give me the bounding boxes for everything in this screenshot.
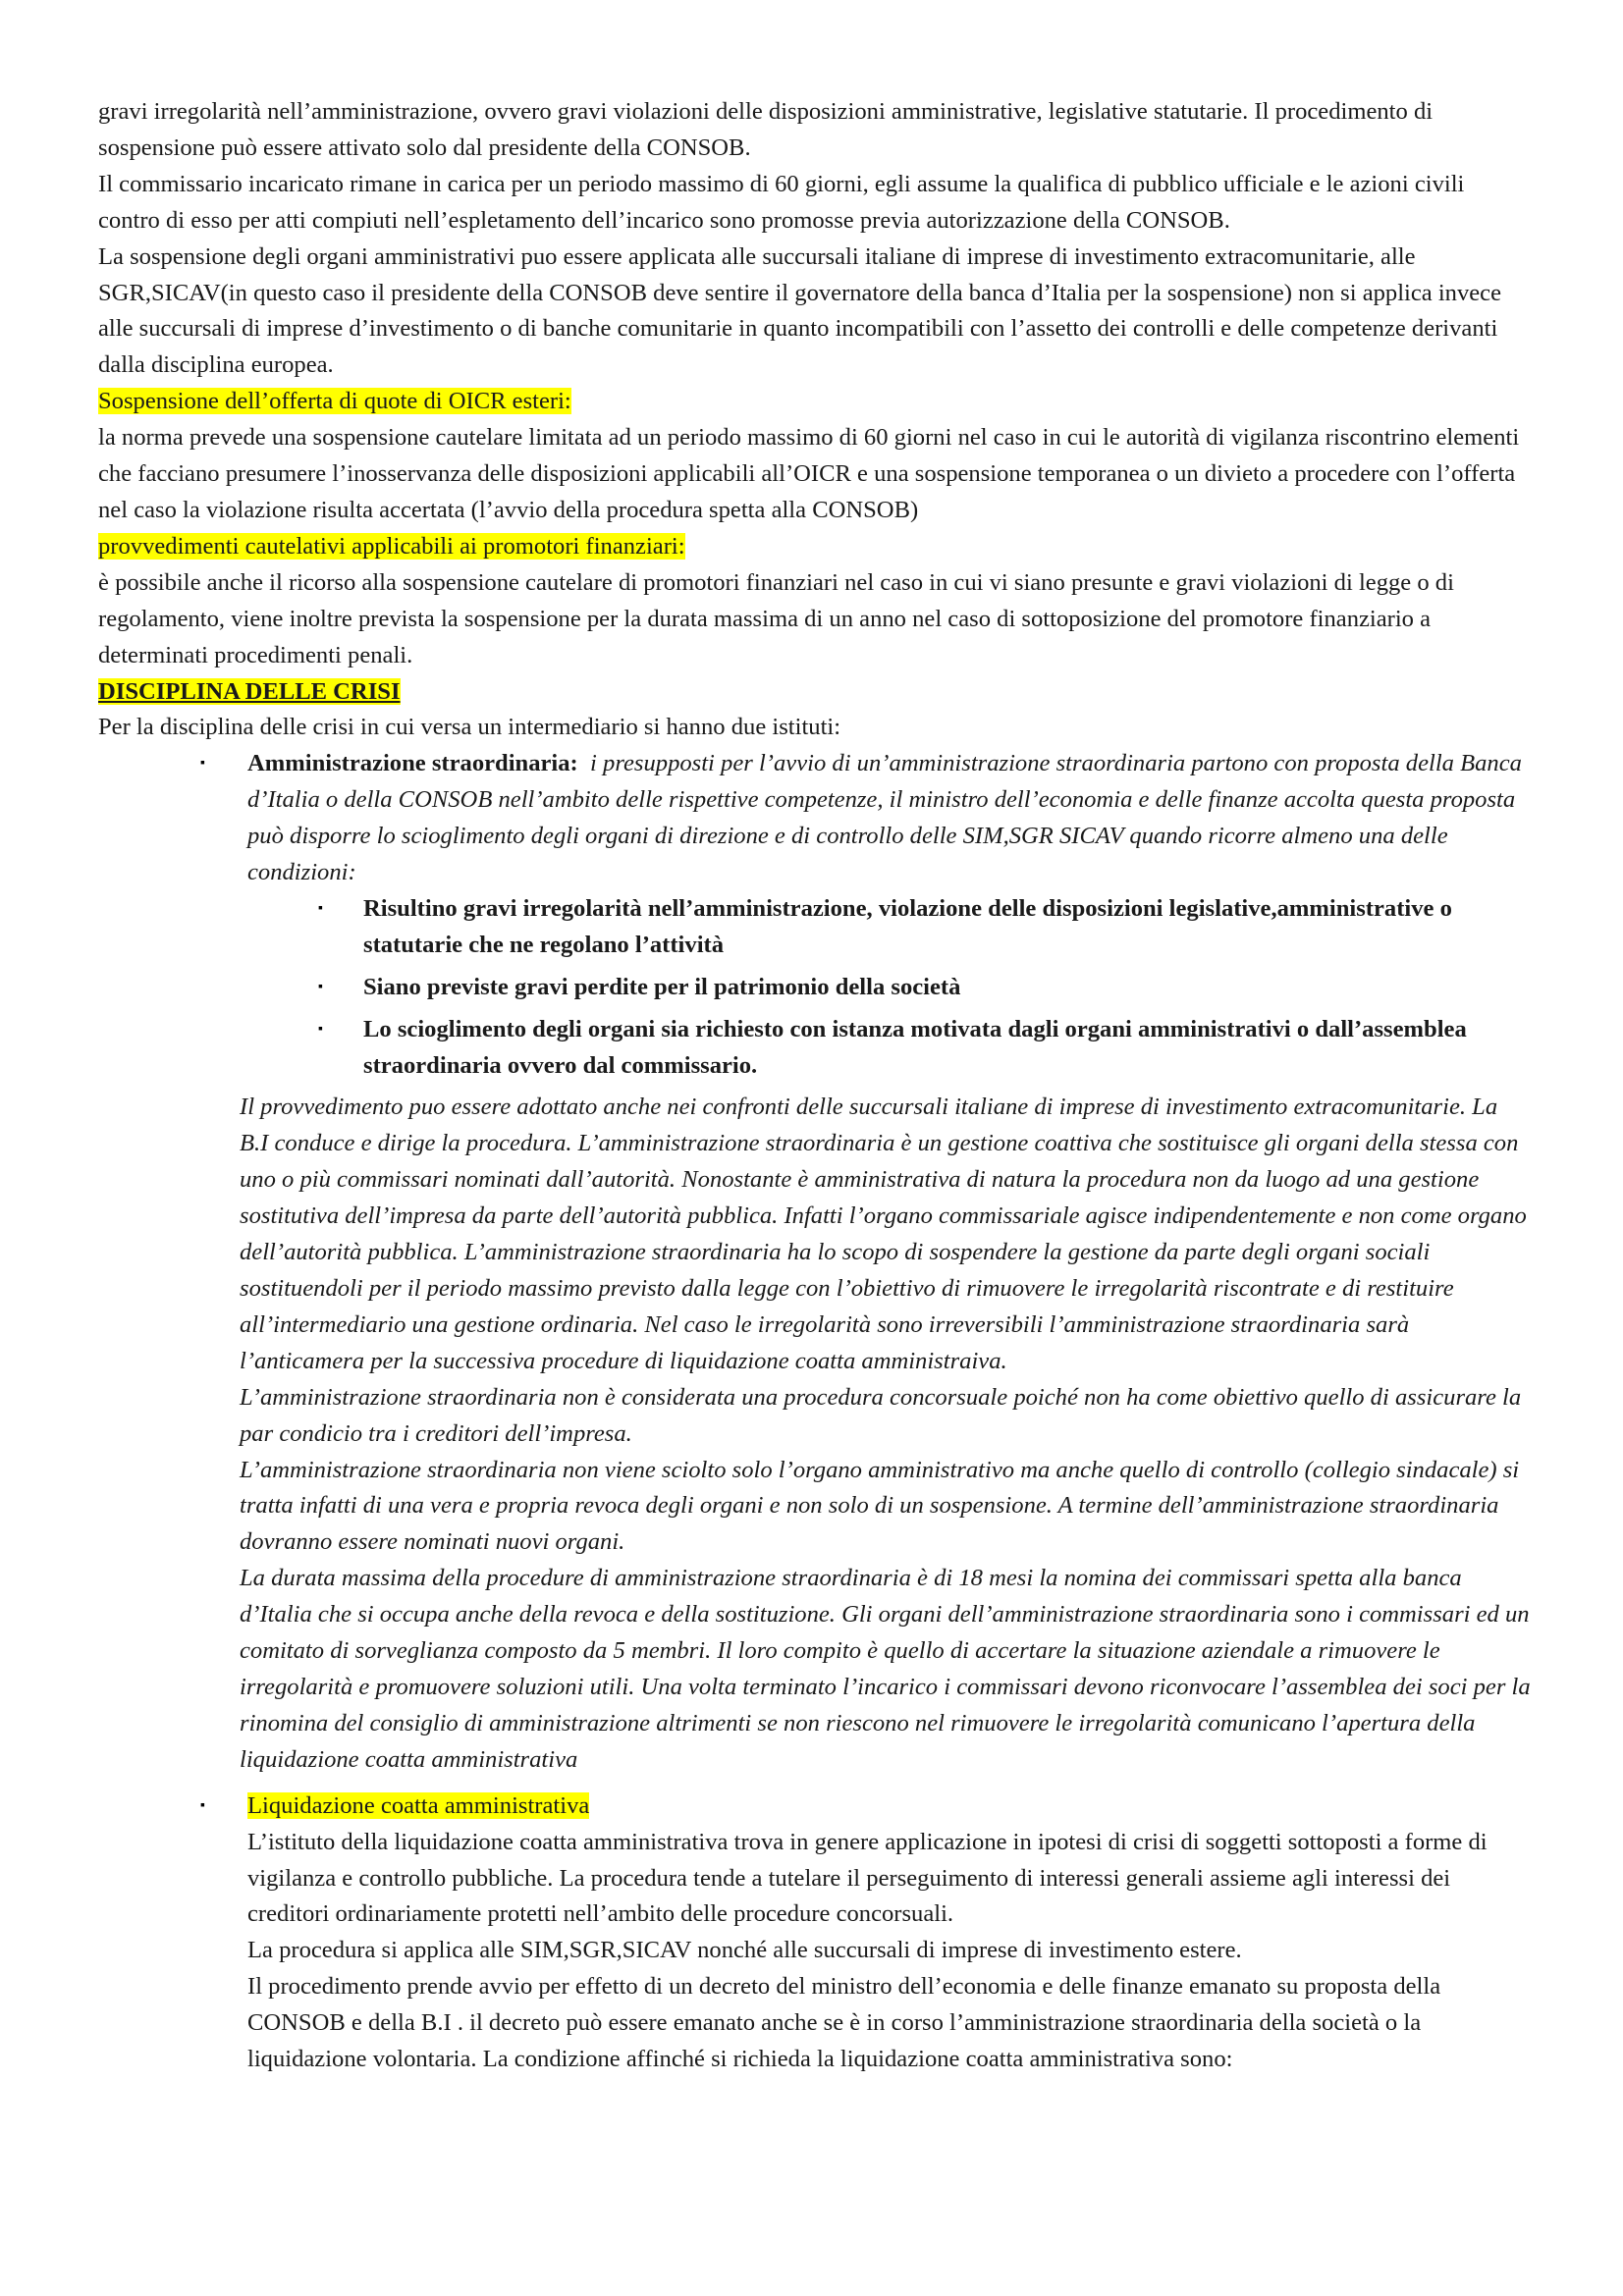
highlighted-heading: DISCIPLINA DELLE CRISI — [98, 677, 401, 705]
amm-paragraph: L’amministrazione straordinaria non viene sciolto solo l’organo amministrativo ma anche quello di controllo (collegio sindacale) si tratta infatti di una vera e propria revoca degli organi e non solo di un sospensione. A termine dell’amministrazione straordinaria dovranno essere nominati nuovi organi. — [240, 1456, 1520, 1556]
condition-text: Siano previste gravi perdite per il patrimonio della società — [363, 973, 961, 1000]
section-oicr-body: la norma prevede una sospensione cautelare limitata ad un periodo massimo di 60 giorni nel caso in cui le autorità di vigilanza riscontrino elementi che facciano presumere l’inosservanza delle disposizioni applicabili all’OICR e una sospensione temporanea o un divieto a procedere con l’offerta nel caso la violazione risulta accertata (l’avvio della procedura spetta alla CONSOB) — [98, 424, 1520, 523]
section-promotori-body: è possibile anche il ricorso alla sospensione cautelare di promotori finanziari nel caso in cui vi siano presunte e gravi violazioni di legge o di regolamento, viene inoltre prevista la sospensione per la durata massima di un anno nel caso di sottoposizione del promotore finanziario a determinati procedimenti penali. — [98, 568, 1454, 668]
list-item-amministrazione — [200, 746, 1532, 1788]
list-item-liquidazione — [200, 1789, 1532, 2078]
liq-paragraph: La procedura si applica alle SIM,SGR,SICAV nonché alle succursali di imprese di investimento estere. — [247, 1937, 1242, 1964]
square-bullet-icon: ▪ — [318, 900, 323, 916]
crisi-heading — [98, 674, 1532, 711]
amm-paragraph: Il provvedimento puo essere adottato anche nei confronti delle succursali italiane di imprese di investimento extracomunitarie. La B.I conduce e dirige la procedura. L’amministrazione straordinaria è un gestione coattiva che sostituisce gli organi della stessa con uno o più commissari nominati dall’autorità. Nonostante è amministrativa di natura la procedura non da luogo ad una gestione sostitutiva dell’impresa da parte dell’autorità pubblica. Infatti l’organo commissariale agisce indipendentemente e non come organo dell’autorità pubblica. L’amministrazione straordinaria ha lo scopo di sospendere la gestione da parte degli organi sociali sostituendoli per il periodo massimo previsto dalla legge con l’obiettivo di rimuovere le irregolarità riscontrate e di restituire all’intermediario una gestione ordinaria. Nel caso le irregolarità sono irreversibili l’amministrazione straordinaria sarà l’anticamera per la successiva procedure di liquidazione coatta amministraiva. — [240, 1094, 1527, 1374]
liq-paragraph: Il procedimento prende avvio per effetto di un decreto del ministro dell’economia e delle finanze emanato su proposta della CONSOB e della B.I . il decreto può essere emanato anche se è in corso l’amministrazione straordinaria della società o la liquidazione volontaria. La condizione affinché si richieda la liquidazione coatta amministrativa sono: — [247, 1973, 1441, 2073]
intro-paragraph: La sospensione degli organi amministrativi puo essere applicata alle succursali italiane di imprese di investimento extracomunitarie, alle SGR,SICAV(in questo caso il presidente della CONSOB deve sentire il governatore della banca d’Italia per la sospensione) non si applica invece alle succursali di imprese d’investimento o di banche comunitarie in quanto incompatibili con l’assetto dei controlli e delle competenze derivanti dalla disciplina europea. — [98, 242, 1502, 379]
square-bullet-icon: ▪ — [200, 756, 205, 772]
condition-item — [318, 1012, 1532, 1085]
condition-item — [318, 970, 1532, 1006]
intro-paragraph: gravi irregolarità nell’amministrazione, ovvero gravi violazioni delle disposizioni amministrative, legislative statutarie. Il procedimento di sospensione può essere attivato solo dal presidente della CONSOB. — [98, 98, 1434, 161]
intro-paragraph: Il commissario incaricato rimane in carica per un periodo massimo di 60 giorni, egli assume la qualifica di pubblico ufficiale e le azioni civili contro di esso per atti compiuti nell’espletamento dell’incarico sono promosse previa autorizzazione della CONSOB. — [98, 170, 1465, 234]
conditions-list — [247, 891, 1532, 1085]
liq-title: Liquidazione coatta amministrativa — [247, 1791, 590, 1819]
highlighted-title: provvedimenti cautelativi applicabili ai promotori finanziari: — [98, 532, 685, 560]
crisi-list — [98, 746, 1532, 2078]
amm-paragraph: L’amministrazione straordinaria non è considerata una procedura concorsuale poiché non ha come obiettivo quello di assicurare la par condicio tra i creditori dell’impresa. — [240, 1383, 1522, 1447]
square-bullet-icon: ▪ — [318, 979, 323, 994]
crisi-intro: Per la disciplina delle crisi in cui versa un intermediario si hanno due istituti: — [98, 714, 841, 741]
liq-paragraph: L’istituto della liquidazione coatta amministrativa trova in genere applicazione in ipotesi di crisi di soggetti sottoposti a forme di vigilanza e controllo pubbliche. La procedura tende a tutelare il perseguimento di interessi generali assieme agli interessi dei creditori ordinariamente protetti nell’ambito delle procedure concorsuali. — [247, 1828, 1488, 1928]
condition-text: Risultino gravi irregolarità nell’amministrazione, violazione delle disposizioni legislative,amministrative o statutarie che ne regolano l’attività — [363, 894, 1452, 958]
square-bullet-icon: ▪ — [318, 1021, 323, 1037]
liq-title-line — [247, 1789, 1532, 1825]
document-page — [98, 94, 1532, 2078]
condition-text: Lo scioglimento degli organi sia richiesto con istanza motivata dagli organi amministrativi o dall’assemblea straordinaria ovvero dal commissario. — [363, 1015, 1467, 1079]
condition-item — [318, 891, 1532, 964]
amm-body — [240, 1090, 1532, 1778]
section-oicr-title — [98, 384, 1532, 420]
section-promotori-title — [98, 529, 1532, 565]
amm-title: Amministrazione straordinaria: — [247, 750, 578, 777]
amm-intro: i presupposti per l’avvio di un’amministrazione straordinaria partono con proposta della Banca d’Italia o della CONSOB nell’ambito delle rispettive competenze, il ministro dell’economia e delle finanze accolta questa proposta può disporre lo scioglimento degli organi di direzione e di controllo delle SIM,SGR SICAV quando ricorre almeno una delle condizioni: — [247, 750, 1522, 886]
square-bullet-icon: ▪ — [200, 1797, 205, 1813]
highlighted-title: Sospensione dell’offerta di quote di OICR esteri: — [98, 388, 571, 415]
amm-paragraph: La durata massima della procedure di amministrazione straordinaria è di 18 mesi la nomina dei commissari spetta alla banca d’Italia che si occupa anche della revoca e della sostituzione. Gli organi dell’amministrazione straordinaria sono i commissari ed un comitato di sorveglianza composto da 5 membri. Il loro compito è quello di accertare la situazione aziendale a rimuovere le irregolarità e promuovere soluzioni utili. Una volta terminato l’incarico i commissari devono riconvocare l’assemblea dei soci per la rinomina del consiglio di amministrazione altrimenti se non riescono nel rimuovere le irregolarità comunicano l’apertura della liquidazione coatta amministrativa — [240, 1565, 1531, 1773]
amm-intro-paragraph — [247, 746, 1532, 891]
